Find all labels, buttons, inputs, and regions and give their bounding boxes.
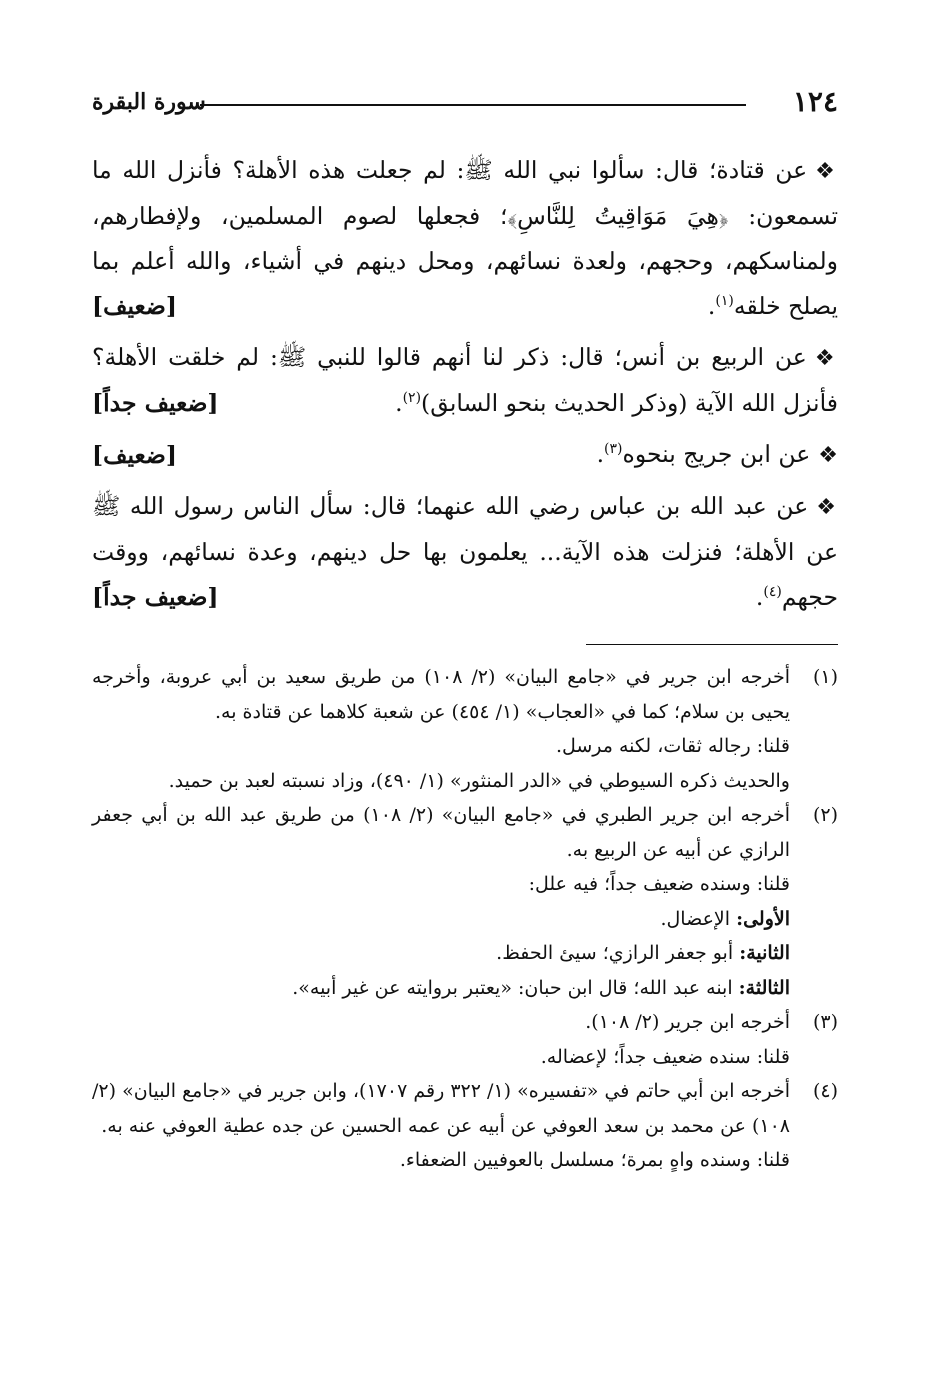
footnote-line: أخرجه ابن جرير (٢/ ١٠٨). xyxy=(585,1011,790,1033)
paragraph-end: . xyxy=(707,292,716,320)
star-ornament-icon: ❖ xyxy=(816,495,838,520)
footnote-ref[interactable]: (٤) xyxy=(763,584,782,601)
defect-label: الثانية: xyxy=(739,942,790,964)
main-text xyxy=(92,148,838,626)
star-ornament-icon: ❖ xyxy=(818,443,838,468)
paragraph-text: عن عبد الله بن عباس رضي الله عنهما؛ قال: سأل الناس رسول الله ﷺ عن الأهلة؛ فنزلت هذه الآية... يعلمون بها حل دينهم، وعدة نسائهم، ووقت حجهم xyxy=(92,492,838,611)
footnote-line: أخرجه ابن جرير في «جامع البيان» (٢/ ١٠٨) من طريق سعيد بن أبي عروبة، وأخرجه يحيى بن سلام؛ كما في «العجاب» (١/ ٤٥٤) عن شعبة كلاهما عن قتادة به. xyxy=(92,666,791,723)
defect-item xyxy=(92,936,790,971)
footnote-ref[interactable]: (٢) xyxy=(402,390,422,407)
defect-label: الثالثة: xyxy=(738,976,790,999)
grade-label: [ضعيف جداً] xyxy=(92,389,219,417)
page-header xyxy=(92,84,838,124)
footnote-line: والحديث ذكره السيوطي في «الدر المنثور» (١/ ٤٩٠)، وزاد نسبته لعبد بن حميد. xyxy=(168,769,790,792)
footnote-number: (٣) xyxy=(812,1011,838,1033)
page-number: ١٢٤ xyxy=(792,85,838,118)
footnote-separator xyxy=(586,644,838,645)
footnote-line: قلنا: رجاله ثقات، لكنه مرسل. xyxy=(555,735,790,757)
footnote-number: (١) xyxy=(812,666,838,688)
footnote-line: قلنا: وسنده واهٍ بمرة؛ مسلسل بالعوفيين الضعفاء. xyxy=(399,1149,790,1171)
header-rule xyxy=(200,104,746,106)
star-ornament-icon: ❖ xyxy=(815,159,838,184)
hadith-paragraph xyxy=(92,484,838,620)
footnote-ref[interactable]: (١) xyxy=(715,293,734,310)
hadith-paragraph xyxy=(92,335,838,426)
running-title: سورة البقرة xyxy=(92,89,206,115)
defect-label: الأولى: xyxy=(736,907,790,930)
footnote-line: أخرجه ابن جرير الطبري في «جامع البيان» (٢/ ١٠٨) من طريق عبد الله بن أبي جعفر الرازي عن أبيه عن الربيع به. xyxy=(92,804,790,861)
footnote xyxy=(92,660,838,798)
defect-text: الإعضال. xyxy=(660,907,731,930)
footnotes xyxy=(92,660,838,1178)
star-ornament-icon: ❖ xyxy=(814,346,839,371)
footnote xyxy=(92,798,838,1005)
footnote-number: (٤) xyxy=(812,1080,838,1102)
hadith-paragraph xyxy=(92,432,838,478)
footnote-line: قلنا: وسنده ضعيف جداً؛ فيه علل: xyxy=(528,873,790,895)
defect-item xyxy=(92,902,790,937)
footnote-ref[interactable]: (٣) xyxy=(604,441,623,458)
paragraph-text: عن الربيع بن أنس؛ قال: ذكر لنا أنهم قالوا للنبي ﷺ: لم خلقت الأهلة؟ فأنزل الله الآية (وذكر الحديث بنحو السابق) xyxy=(92,343,838,417)
paragraph-text: عن ابن جريج بنحوه xyxy=(622,440,811,468)
footnote-line: أخرجه ابن أبي حاتم في «تفسيره» (١/ ٣٢٢ رقم ١٧٠٧)، وابن جرير في «جامع البيان» (٢/ ١٠٨) عن محمد بن سعد العوفي عن أبيه عن عمه الحسين عن جده عطية العوفي عنه به. xyxy=(92,1080,790,1137)
grade-label: [ضعيف جداً] xyxy=(92,583,219,611)
footnote-number: (٢) xyxy=(812,804,838,826)
paragraph-end: . xyxy=(755,583,764,611)
grade-label: [ضعيف] xyxy=(92,441,177,469)
defect-text: ابنه عبد الله؛ قال ابن حبان: «يعتبر بروايته عن غير أبيه». xyxy=(292,976,733,999)
footnote xyxy=(92,1074,838,1178)
footnote-line: قلنا: سنده ضعيف جداً؛ لإعضاله. xyxy=(540,1045,790,1068)
paragraph-end: . xyxy=(596,440,605,468)
paragraph-end: . xyxy=(395,389,403,417)
defect-text: أبو جعفر الرازي؛ سيئ الحفظ. xyxy=(496,942,734,964)
paragraph-text: عن قتادة؛ قال: سألوا نبي الله ﷺ: لم جعلت هذه الأهلة؟ فأنزل الله ما تسمعون: ﴿هِيَ مَوَاقِيتُ لِلنَّاسِ﴾؛ فجعلها لصوم المسلمين، ولإفطارهم، ولمناسكهم، وحجهم، ولعدة نسائهم، ومحل دينهم في أشياء، والله أعلم بما يصلح خلقه xyxy=(92,156,838,320)
defect-item xyxy=(92,971,790,1006)
grade-label: [ضعيف] xyxy=(92,292,177,320)
hadith-paragraph xyxy=(92,148,838,329)
footnote xyxy=(92,1005,838,1074)
